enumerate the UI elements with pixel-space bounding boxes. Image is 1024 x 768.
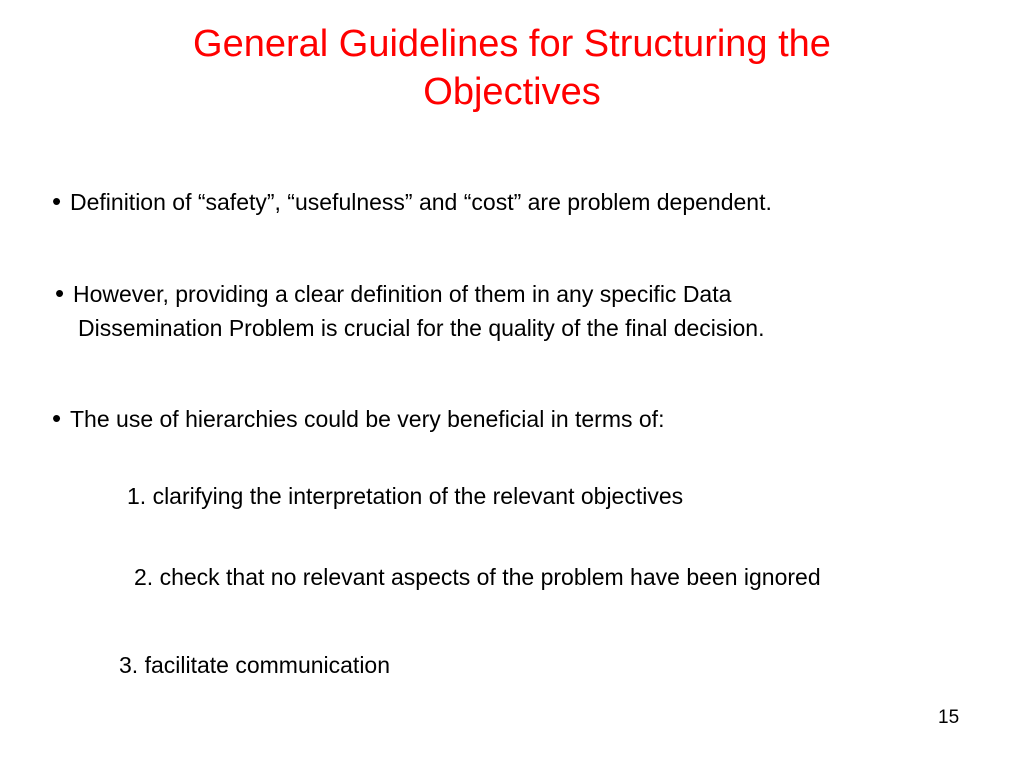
bullet-item-clear-definition [55, 276, 765, 345]
slide-title-line-1: General Guidelines for Structuring the [193, 23, 831, 65]
bullet-item-problem-dependent [52, 184, 772, 219]
slide-title-line-2: Objectives [423, 71, 601, 113]
bullet-text: Definition of “safety”, “usefulness” and “cost” are problem dependent. [70, 189, 772, 215]
bullet-icon: • [55, 278, 65, 308]
bullet-text: The use of hierarchies could be very beneficial in terms of: [70, 406, 665, 432]
bullet-icon: • [52, 403, 62, 433]
numbered-item-1: 1. clarifying the interpretation of the relevant objectives [127, 483, 684, 509]
slide-title [62, 20, 962, 116]
bullet-text-line-2: Dissemination Problem is crucial for the quality of the final decision. [78, 315, 765, 341]
bullet-item-hierarchies [52, 401, 664, 436]
numbered-item-3: 3. facilitate communication [119, 652, 391, 678]
numbered-item-2: 2. check that no relevant aspects of the problem have been ignored [134, 564, 821, 590]
bullet-text-line-1: However, providing a clear definition of them in any specific Data [73, 281, 732, 307]
bullet-icon: • [52, 186, 62, 216]
page-number: 15 [938, 707, 960, 728]
